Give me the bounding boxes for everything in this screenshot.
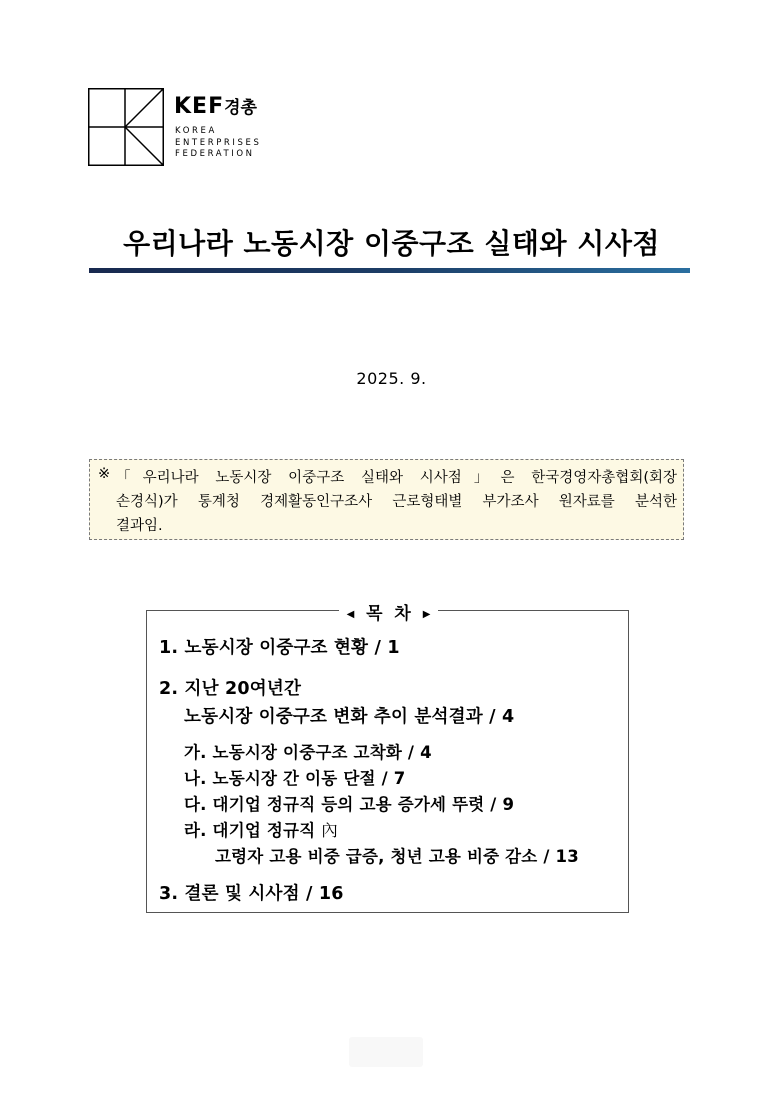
toc-subitem-da[interactable]: 다. 대기업 정규직 등의 고용 증가세 뚜렷 / 9 (184, 795, 515, 814)
document-title: 우리나라 노동시장 이중구조 실태와 시사점 (123, 227, 660, 260)
toc-subitem-ra-cont[interactable]: 고령자 고용 비중 급증, 청년 고용 비중 감소 / 13 (215, 847, 579, 866)
document-date: 2025. 9. (356, 369, 427, 388)
logo-subtitle: KOREA ENTERPRISES FEDERATION (175, 126, 262, 159)
toc-item-2[interactable]: 2. 지난 20여년간 (159, 679, 302, 699)
triangle-right-icon: ▶ (422, 609, 431, 620)
toc-subitem-na[interactable]: 나. 노동시장 간 이동 단절 / 7 (184, 769, 406, 788)
table-of-contents (146, 604, 629, 913)
toc-subitem-ga[interactable]: 가. 노동시장 이중구조 고착화 / 4 (184, 743, 432, 762)
note-box (89, 459, 684, 540)
logo-brand: KEF경총 (174, 94, 257, 119)
toc-item-2-cont[interactable]: 노동시장 이중구조 변화 추이 분석결과 / 4 (184, 707, 515, 727)
toc-subitem-ra[interactable]: 라. 대기업 정규직 內 (184, 821, 338, 840)
toc-heading: ◀ 목 차 ▶ (147, 599, 630, 624)
toc-item-3[interactable]: 3. 결론 및 시사점 / 16 (159, 884, 344, 904)
title-underline-bar (89, 268, 690, 273)
triangle-left-icon: ◀ (346, 609, 355, 620)
note-text: 「우리나라 노동시장 이중구조 실태와 시사점」은 한국경영자총협회(회장 손경식)가 통계청 경제활동인구조사 근로형태별 부가조사 원자료를 분석한 결과임. (116, 470, 677, 534)
reference-mark-icon: ※ (98, 466, 111, 482)
kef-logo-mark-icon (88, 88, 164, 166)
kef-logo (88, 88, 288, 168)
toc-item-1[interactable]: 1. 노동시장 이중구조 현황 / 1 (159, 638, 400, 658)
page-watermark (349, 1037, 423, 1067)
